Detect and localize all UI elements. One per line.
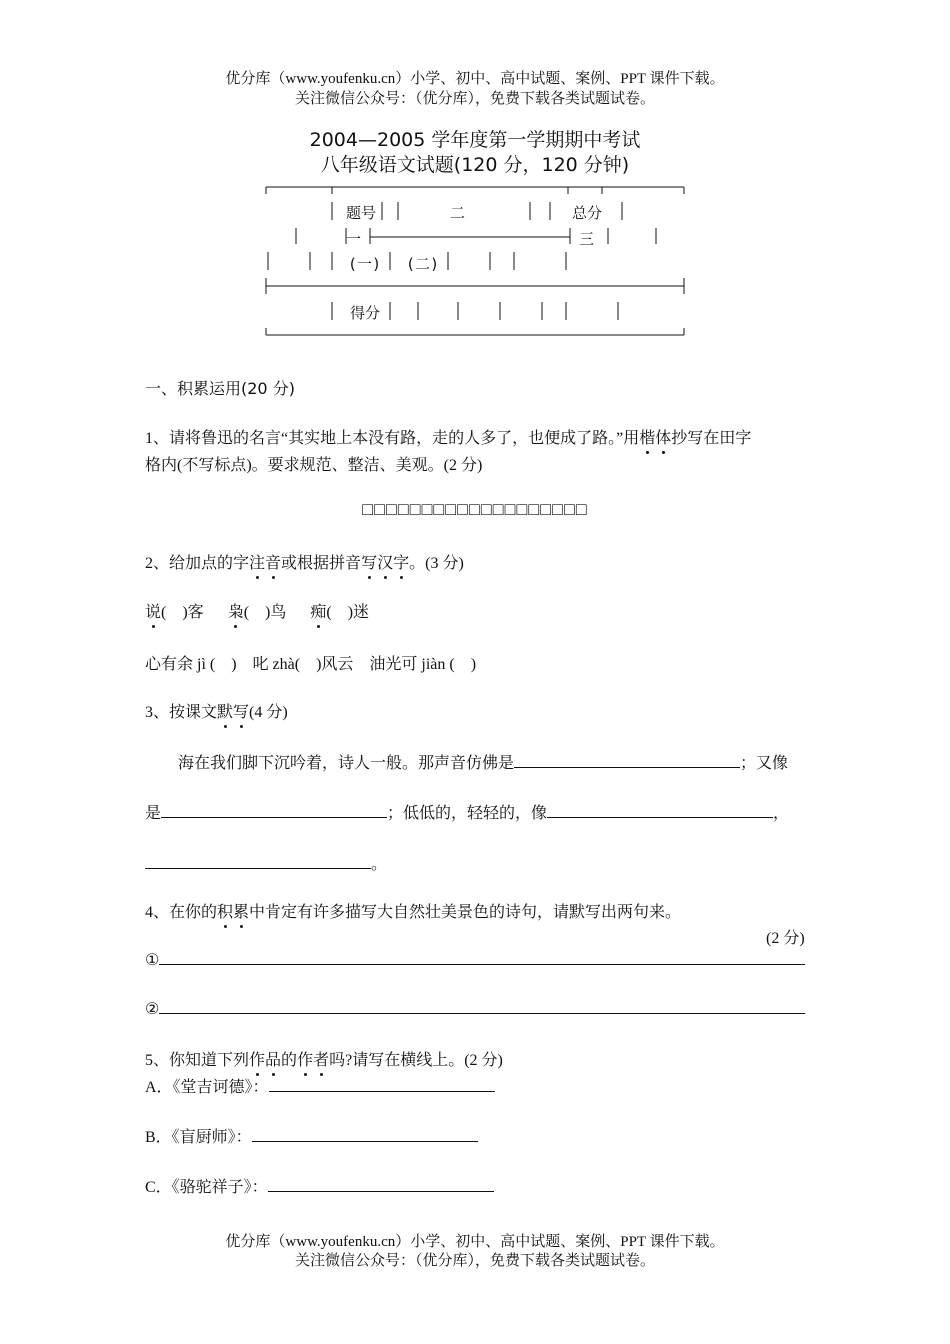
question-5: 5、你知道下列作品的作者吗?请写在横线上。(2 分): [145, 1047, 503, 1070]
answer-line-1[interactable]: ①: [145, 950, 805, 970]
question-1-line-2: 格内(不写标点)。要求规范、整洁、美观。(2 分): [145, 457, 483, 474]
score-table: [260, 180, 690, 340]
table-header-two-a: (一): [348, 255, 382, 273]
footer-line-1: 优分库（www.youfenku.cn）小学、初中、高中试题、案例、PPT 课件下载。: [225, 1234, 725, 1250]
question-2-words: 说( )客 枭( )鸟 痴( )迷: [145, 599, 369, 622]
table-row-score: 得分: [350, 304, 381, 322]
exam-subtitle: 八年级语文试题(120 分，120 分钟): [320, 154, 630, 176]
question-5-a: A．《堂吉诃德》：: [145, 1074, 495, 1097]
table-header-three: 三: [579, 230, 595, 248]
footer-line-2: 关注微信公众号：（优分库），免费下载各类试题试卷。: [294, 1253, 655, 1269]
question-4: 4、在你的积累中肯定有许多描写大自然壮美景色的诗句，请默写出两句来。: [145, 899, 681, 922]
exam-title: 2004—2005 学年度第一学期期中考试: [309, 129, 641, 151]
header-line-1: 优分库（www.youfenku.cn）小学、初中、高中试题、案例、PPT 课件下载。: [225, 71, 725, 87]
question-5-c: C．《骆驼祥子》：: [145, 1174, 494, 1197]
question-3-line-2: 是 ；低低的，轻轻的，像 ，: [145, 805, 790, 822]
question-4-points: (2 分): [766, 930, 805, 947]
question-5-b: B．《盲厨师》：: [145, 1124, 478, 1147]
header-line-2: 关注微信公众号：（优分库），免费下载各类试题试卷。: [294, 91, 655, 107]
question-1: 1、请将鲁迅的名言“其实地上本没有路，走的人多了，也便成了路。”用楷体抄写在田字: [145, 425, 751, 448]
question-2-pinyin: 心有余 jì ( ) 叱 zhà( )风云 油光可 jiàn ( ): [145, 656, 477, 673]
table-header-number: 题号: [346, 204, 377, 222]
table-header-two: 二: [450, 204, 466, 222]
table-header-total: 总分: [572, 204, 603, 222]
section-heading: 一、积累运用(20 分): [145, 379, 295, 398]
question-3: 3、按课文默写(4 分): [145, 699, 288, 722]
writing-grid[interactable]: □□□□□□□□□□□□□□□□□□□: [362, 499, 588, 519]
answer-line-2[interactable]: ②: [145, 999, 805, 1019]
table-header-two-b: (二): [406, 255, 440, 273]
question-2: 2、给加点的字注音或根据拼音写汉字。(3 分): [145, 550, 464, 573]
question-3-line-1: 海在我们脚下沉吟着，诗人一般。那声音仿佛是 ；又像: [178, 755, 789, 772]
table-header-one: 一: [346, 230, 362, 248]
question-3-line-3: 。: [145, 851, 387, 874]
